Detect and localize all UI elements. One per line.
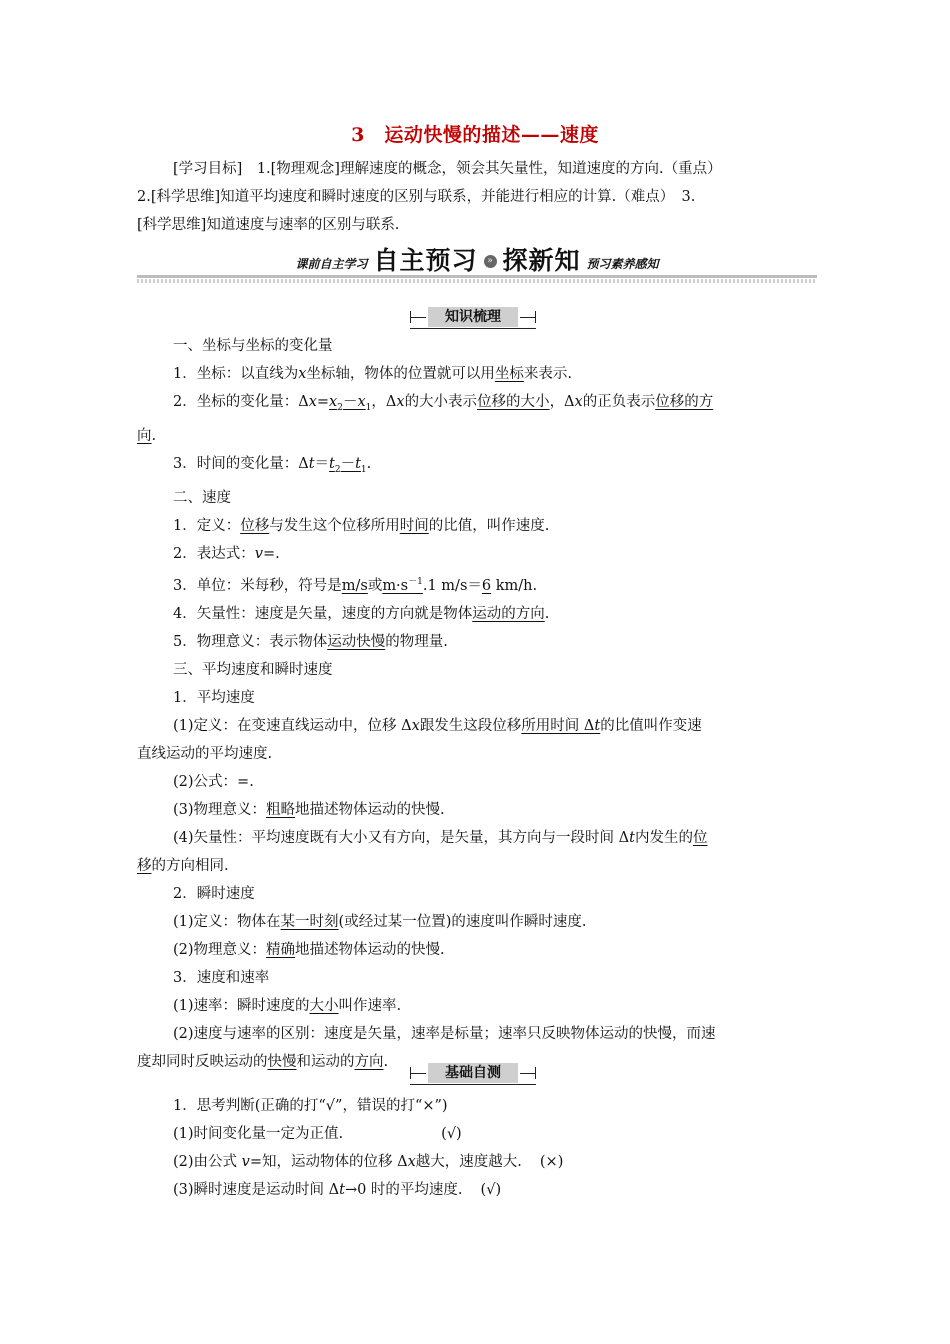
heading-coordinates: 一、坐标与坐标的变化量	[173, 338, 333, 354]
item-coordinate-change-cont: 向.	[137, 427, 157, 444]
item-average-vector-cont: 移的方向相同.	[137, 857, 229, 874]
section-label-text: 知识梳理	[428, 307, 518, 327]
judge-item-3: (3)瞬时速度是运动时间 Δt→0 时的平均速度. (√)	[173, 1182, 502, 1198]
item-coordinate-change: 2．坐标的变化量：$\Delta x=x_2-x_1$，Δx的大小表示位移的大小，Δx的正负表示位移的方	[173, 394, 714, 413]
item-instant-meaning: (2)物理意义：精确地描述物体运动的快慢.	[173, 941, 445, 958]
knowledge-body	[137, 332, 817, 1076]
section-banner	[137, 245, 817, 285]
item-average-definition: (1)定义：在变速直线运动中，位移 Δx跟发生这段位移所用时间 Δt的比值叫作变速	[173, 717, 702, 734]
section-label-text: 基础自测	[428, 1063, 518, 1083]
subheading-velocity-speed: 3．速度和速率	[173, 969, 270, 986]
banner-heading-2: 探新知	[502, 246, 581, 275]
subheading-average-velocity: 1．平均速度	[173, 689, 255, 706]
banner-dotted-rule	[137, 279, 817, 283]
item-coordinate: 1．坐标：以直线为x坐标轴，物体的位置就可以用坐标来表示.	[173, 366, 573, 382]
item-average-vector: (4)矢量性：平均速度既有大小又有方向，是矢量，其方向与一段时间 Δt内发生的位	[173, 829, 708, 846]
judge-item-1: (1)时间变化量一定为正值. (√)	[173, 1126, 462, 1142]
item-average-definition-cont: 直线运动的平均速度.	[137, 745, 273, 762]
banner-left-caption: 课前自主学习	[295, 257, 368, 271]
item-velocity-speed-difference: (2)速度与速率的区别：速度是矢量，速率是标量；速率只反映物体运动的快慢，而速	[173, 1025, 716, 1042]
objectives-line-3: [科学思维]知道速度与速率的区别与联系.	[137, 217, 400, 233]
item-velocity-formula: 2．表达式：v=.	[173, 545, 280, 562]
question-intro: 1．思考判断(正确的打“√”，错误的打“×”)	[173, 1098, 448, 1114]
section-label-knowledge	[0, 305, 950, 329]
item-average-formula: (2)公式：=.	[173, 773, 254, 790]
subheading-instant-velocity: 2．瞬时速度	[173, 885, 255, 902]
item-velocity-unit: 3．单位：米每秒，符号是m/s或$m\cdot s^{-1}.1$ m/s＝6 km/h.	[173, 576, 538, 594]
item-instant-definition: (1)定义：物体在某一时刻(或经过某一位置)的速度叫作瞬时速度.	[173, 913, 587, 930]
answer-mark: (√)	[480, 1182, 502, 1198]
double-chevron-icon: »	[484, 255, 497, 268]
item-velocity-speed-difference-cont: 度却同时反映运动的快慢和运动的方向.	[137, 1053, 389, 1070]
item-speed-definition: (1)速率：瞬时速度的大小叫作速率.	[173, 997, 402, 1014]
item-time-change: 3．时间的变化量：$\Delta t=t_2-t_1$.	[173, 455, 372, 475]
item-velocity-definition: 1．定义：位移与发生这个位移所用时间的比值，叫作速度.	[173, 517, 550, 534]
banner-right-caption: 预习素养感知	[586, 257, 659, 271]
judge-item-2: (2)由公式 v=知，运动物体的位移 Δx越大，速度越大. (×)	[173, 1154, 564, 1170]
objectives-line-1: [学习目标] 1.[物理观念]理解速度的概念，领会其矢量性，知道速度的方向.（重点）	[173, 161, 722, 177]
page-title: 3 运动快慢的描述——速度	[351, 124, 599, 146]
section-label-self-test	[0, 1061, 950, 1085]
item-velocity-meaning: 5．物理意义：表示物体运动快慢的物理量.	[173, 633, 448, 650]
objectives-line-2: 2.[科学思维]知道平均速度和瞬时速度的区别与联系，并能进行相应的计算.（难点） 3.	[137, 189, 696, 205]
banner-heading-1: 自主预习	[373, 246, 478, 275]
heading-velocity: 二、速度	[173, 489, 231, 506]
answer-mark: (√)	[441, 1126, 462, 1142]
item-average-meaning: (3)物理意义：粗略地描述物体运动的快慢.	[173, 801, 445, 818]
self-test-body	[137, 1092, 817, 1204]
heading-average-instant: 三、平均速度和瞬时速度	[173, 661, 333, 678]
answer-mark: (×)	[539, 1154, 564, 1170]
item-velocity-vector: 4．矢量性：速度是矢量，速度的方向就是物体运动的方向.	[173, 605, 550, 622]
banner-rule	[137, 275, 817, 278]
learning-objectives	[137, 155, 817, 239]
